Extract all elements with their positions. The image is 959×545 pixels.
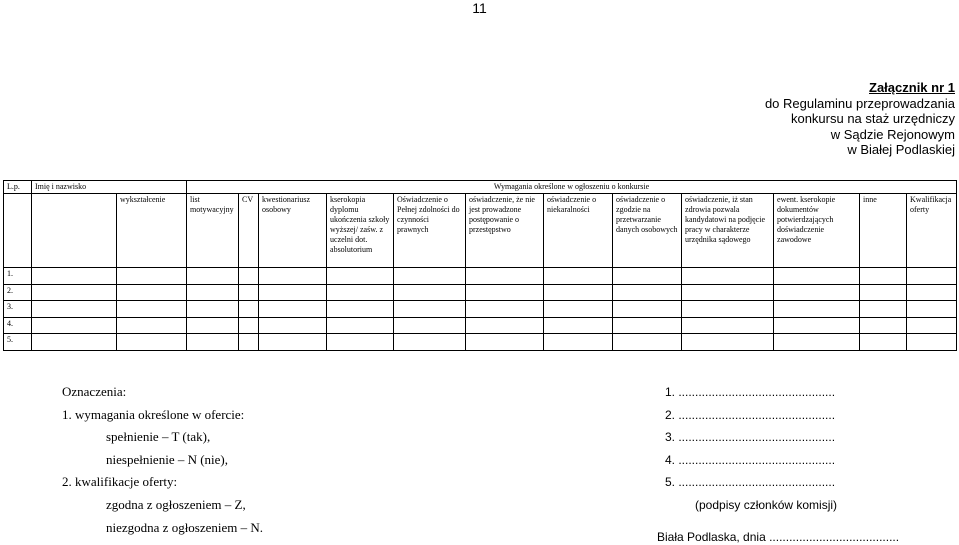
- col-header: oświadczenie, iż stan zdrowia pozwala kandydatowi na podjęcie pracy w charakterze urzędnika sądowego: [682, 194, 774, 268]
- legend-not-fulfilled: niespełnienie – N (nie),: [106, 451, 229, 467]
- place-date: Biała Podlaska, dnia .......................................: [657, 530, 900, 544]
- col-header: list motywacyjny: [187, 194, 239, 268]
- legend-section-qualification: 2. kwalifikacje oferty:: [62, 474, 178, 490]
- col-header: oświadczenie o niekaralności: [544, 194, 613, 268]
- col-header: inne: [860, 194, 907, 268]
- signature-line: 1. ...............................................: [665, 385, 836, 399]
- col-header: kserokopia dyplomu ukończenia szkoły wyższej/ zaśw. z uczelni dot. absolutorium: [327, 194, 394, 268]
- annex-line: konkursu na staż urzędniczy: [790, 111, 955, 126]
- annex-line: w Sądzie Rejonowym: [830, 126, 955, 142]
- legend-fulfilled: spełnienie – T (tak),: [106, 429, 211, 445]
- col-header: wykształcenie: [117, 194, 187, 268]
- signature-note: (podpisy członków komisji): [695, 497, 838, 512]
- signature-line: 3. ...............................................: [665, 430, 836, 445]
- annex-line: w Białej Podlaskiej: [847, 142, 955, 157]
- lp-header: L.p.: [4, 181, 32, 194]
- row-number: 5.: [4, 334, 32, 351]
- row-number: 1.: [4, 268, 32, 285]
- annex-title: Załącznik nr 1: [869, 80, 955, 95]
- col-header: oświadczenie o zgodzie na przetwarzanie danych osobowych: [613, 194, 682, 268]
- legend-section-requirements: 1. wymagania określone w ofercie:: [62, 406, 245, 422]
- col-header: CV: [239, 194, 259, 268]
- legend: [62, 381, 263, 539]
- annex-line: do Regulaminu przeprowadzania: [764, 95, 955, 111]
- page-number: 11: [472, 0, 487, 16]
- legend-compliant: zgodna z ogłoszeniem – Z,: [106, 496, 246, 512]
- col-header: oświadczenie, że nie jest prowadzone postępowanie o przestępstwo: [466, 194, 544, 268]
- col-header: kwestionariusz osobowy: [259, 194, 327, 268]
- col-header: Oświadczenie o Pełnej zdolności do czynności prawnych: [394, 194, 466, 268]
- row-number: 3.: [4, 301, 32, 318]
- evaluation-table: [3, 180, 957, 351]
- row-number: 2.: [4, 284, 32, 301]
- table-row: [4, 284, 957, 301]
- signature-line: 2. ...............................................: [665, 407, 836, 422]
- col-header: Kwalifikacja oferty: [907, 194, 957, 268]
- table-row: [4, 268, 957, 285]
- table-row: [4, 317, 957, 334]
- row-number: 4.: [4, 317, 32, 334]
- name-header: Imię i nazwisko: [32, 181, 187, 194]
- legend-non-compliant: niezgodna z ogłoszeniem – N.: [106, 519, 264, 535]
- table-row: [4, 334, 957, 351]
- signature-block: [665, 381, 837, 517]
- signature-line: 4. ...............................................: [665, 452, 836, 467]
- requirements-header: Wymagania określone w ogłoszeniu o konkursie: [187, 181, 957, 194]
- signature-line: 5. ...............................................: [665, 475, 836, 490]
- legend-heading: Oznaczenia:: [62, 384, 127, 399]
- col-header: ewent. kserokopie dokumentów potwierdzających doświadczenie zawodowe: [774, 194, 860, 268]
- annex-header: [765, 80, 955, 158]
- table-row: [4, 301, 957, 318]
